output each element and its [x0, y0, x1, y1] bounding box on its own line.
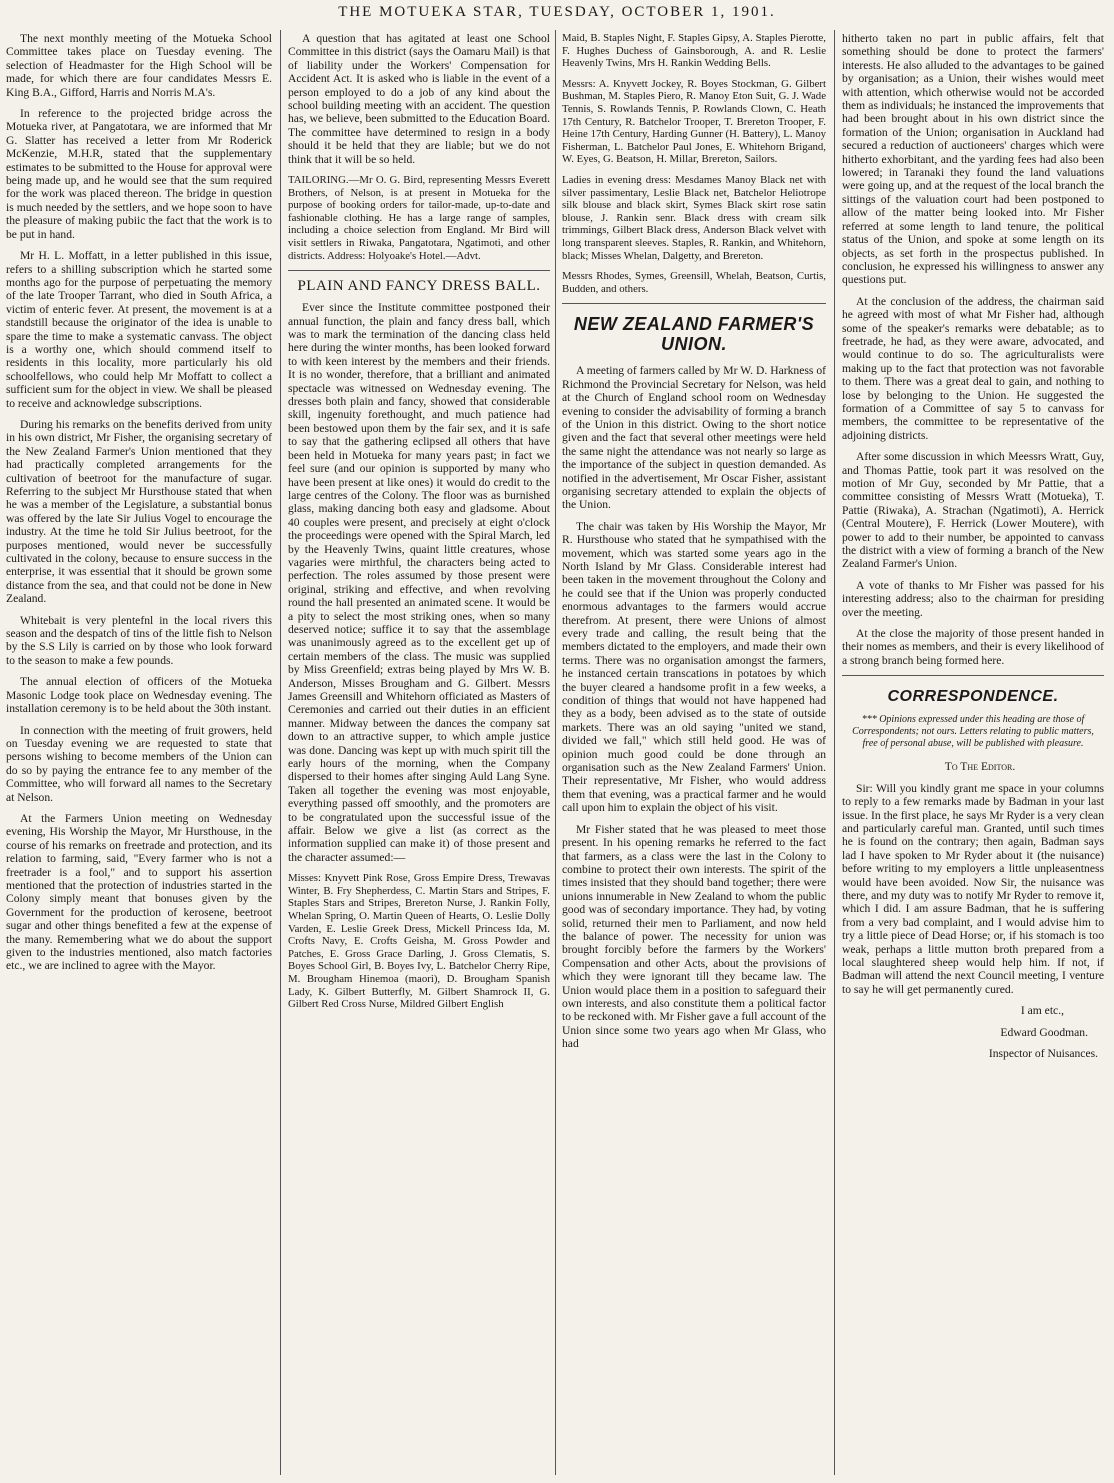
article-bridge: In reference to the projected bridge across the Motueka river, at Pangatotara, we are informed that Mr G. Slatter has received a letter from Mr Roderick McKenzie, M.H.R, stated that the supplementary estimates to be submitted to the House for approval were being made up, and he would see that the sum required for the work was placed thereon. The bridge in question is much needed by the settlers, and we hope soon to have the pleasure of making pubiic the fact that the work is to be put in hand. — [6, 107, 272, 241]
list-misses-costumes-cont: Maid, B. Staples Night, F. Staples Gipsy, A. Staples Pierotte, F. Hughes Duchess of Gainsborough, A. and R. Leslie Heavenly Twins, Mrs H. Rankin Wedding Bells. — [562, 32, 826, 70]
article-union-thanks: A vote of thanks to Mr Fisher was passed for his interesting address; also to the chairman for presiding over the meeting. — [842, 578, 1104, 619]
article-union-fisher: Mr Fisher stated that he was pleased to meet those present. In his opening remarks he referred to the fact that farmers, as a class were the last in the Colony to combine to protect their own interests. The spirit of the times insisted that they should band together; there were unions innumerable in New Zealand to whom the public good was of secondary importance. They had, by voting solid, returned their men to Parliament, and now held the balance of power. The necessity for union was brought forcibly before the farmers by the Workers' Compensation and other Acts, about the provisions of which they were ignorant till they became law. The Union would place them in a position to safeguard their own interests, and also constitute them a political factor to be reckoned with. Mr Fisher gave a full account of the Union since some two years ago when Mr Glass, who had — [562, 822, 826, 1051]
section-divider — [842, 675, 1104, 676]
column-rule — [555, 30, 556, 1475]
column-rule — [280, 30, 281, 1475]
article-dress-ball: Ever since the Institute committee postponed their annual function, the plain and fancy dress ball, which was to mark the termination of the dancing class held here during the winter months, has been looked forward to with keen interest by the members and their friends. It is no wonder, therefore, that a brilliant and animated spectacle was witnessed on Wednesday evening. The dresses both plain and fancy, showed that considerable skill, ingenuity forethought, and much patience had been bestowed upon them by the fair sex, and it is safe to say that the gathering eclipsed all others that have been held in Motueka for many years past; in fact we feel sure (and our opinion is supported by many who have been present at like ones) it would do credit to the large centres of the Colony. The floor was as burnished glass, making dancing both easy and gladsome. About 40 couples were present, and precisely at eight o'clock the proceedings were opened with the Spiral March, led by the Heavenly Twins, quaint little creatures, whose vagaries were mirthful, the characters being acted to perfection. The roles assumed by those present were original, striking and effective, and when revolving round the hall presented an animated scene. It would be a pity to select the most striking ones, when so many deserved notice; suffice it to say that the assemblage was unanimously agreed as to the excellent get up of certain members of the class. The music was supplied by Miss Greenfield; extras being played by Mrs W. B. Anderson, Misses Brougham and G. Gilbert. Messrs James Greensill and Whitehorn officiated as Masters of Ceremonies and carried out their duties in an efficient manner. Midway between the dances the company sat down to an attractive supper, to which ample justice was done. Dancing was kept up with much spirit till the early hours of the morning, when the Company dispersed to their homes after singing Auld Lang Syne. Taken all together the evening was most enjoyable, everything passed off smoothly, and the promoters are to be congratulated upon the successful issue of the affair. Below we give a list (as correct as the information supplied can make it) of those present and the character assumed:— — [288, 301, 550, 864]
masthead: THE MOTUEKA STAR, TUESDAY, OCTOBER 1, 1901. — [338, 4, 776, 20]
heading-dress-ball: PLAIN AND FANCY DRESS BALL. — [297, 278, 541, 295]
letter-signature-title: Inspector of Nuisances. — [988, 1047, 1098, 1060]
article-union-fisher-cont: hitherto taken no part in public affairs, felt that something should be done to protect the farmers' interests. He also alluded to the advantages to be gained by organisation; as a Union, their wishes would meet with attention, which otherwise would not be accorded them as individuals; he instanced the improvements that had been brought about in his own district since the formation of the Union; organisation in Auckland had secured a reduction of auctioneers' charges which were hitherto exhorbitant, and the yarding fees had also been lowered; in Taranaki they found the land valuations were going up, and at the request of the local branch the sittings of the valuation court had been postponed to allow of the matter being looked into. Mr Fisher referred at some length to land tenure, the political status of the Union, and spoke at some length on its objects, as set forth in the prospectus published. In conclusion, he expressed his willingness to answer any questions put. — [842, 32, 1104, 287]
article-union-meeting: A meeting of farmers called by Mr W. D. Harkness of Richmond the Provincial Secretary for Nelson, was held at the Church of England school room on Wednesday evening to consider the advisability of forming a branch of the Union in this district. Owing to the short notice given and the fact that several other meetings were held the same night the attendance was not nearly so large as the importance of the subject in question demanded. As notified in the advertisement, Mr Oscar Fisher, assistant organising secretary attended to explain the objects of the Union. — [562, 364, 826, 512]
section-divider — [288, 270, 550, 271]
section-divider — [562, 303, 826, 304]
column-4 — [842, 32, 1104, 1472]
list-messrs-costumes: Messrs: A. Knyvett Jockey, R. Boyes Stockman, G. Gilbert Bushman, M. Staples Piero, R. Manoy Eton Suit, G. J. Wade Tennis, S. Rowlands Tennis, P. Rowlands Clown, C. Heath 17th Century, R. Batchelor Trooper, T. Brereton Trooper, F. Heine 17th Century, Harding Gunner (H. Battery), L. Manoy Fisherman, L. Batchelor Paul Jones, E. Whitehorn Brigand, W. Eyes, G. Beatson, H. Millar, Brereton, Sailors. — [562, 77, 826, 166]
article-beetroot: During his remarks on the benefits derived from unity in his own district, Mr Fisher, the organising secretary of the New Zealand Farmer's Union mentioned that they had practically completed arrangements for the cultivation of beetroot for the manufacture of sugar. Referring to the subject Mr Hursthouse stated that when he was a member of the Legislature, a substantial bonus was offered by the late Sir Julius Vogel to encourage the industry. At the time he told Sir Julius beetroot, for the purposes mentioned, would never be successfully cultivated in the colony, because to ensure success in the enterprise, it was essential that it should be grown some distance from the sea, and that could not be done in New Zealand. — [6, 417, 272, 606]
article-union-close: At the close the majority of those present handed in their nomes as members, and their is every likelihood of a strong branch being formed here. — [842, 627, 1104, 667]
article-school-committee: The next monthly meeting of the Motueka School Committee takes place on Tuesday evening. The selection of Headmaster for the High School will be made, for which there are four candidates Messrs E. King B.A., Gifford, Harris and Norris M.A's. — [6, 32, 272, 99]
correspondence-note: *** Opinions expressed under this heading are those of Correspondents; not ours. Letters relating to public matters, free of personal abuse, will be published with pleasure. — [852, 714, 1094, 750]
to-the-editor: To The Editor. — [944, 760, 1016, 774]
advert-tailoring: TAILORING.—Mr O. G. Bird, representing Messrs Everett Brothers, of Nelson, is at present in Motueka for the purpose of booking orders for tailor-made, up-to-date and fashionable clothing. He has a large range of samples, including a choice selection from England. Mr Bird will visit settlers in Riwaka, Pangatotara, Ngatimoti, and other districts. Address: Holyoake's Hotel.—Advt. — [288, 174, 550, 262]
article-union-chairman: At the conclusion of the address, the chairman said he agreed with most of what Mr Fisher had, although some of the speaker's remarks were debatable; as to freetrade, he had, as they were aware, advocated, and would continue to do so. The agriculturalists were making up to the fact that protection was not favorable to them. There was a great deal to gain, and nothing to lose by belonging to the Union. He suggested the formation of a Committee of say 5 to canvass for members, the committee to be representative of the adjoining districts. — [842, 294, 1104, 442]
list-messrs-others: Messrs Rhodes, Symes, Greensill, Whelah, Beatson, Curtis, Budden, and others. — [562, 270, 826, 295]
article-freetrade: At the Farmers Union meeting on Wednesday evening, His Worship the Mayor, Mr Hursthouse, in the course of his remarks on freetrade and protection, and its relation to farming, said, "Every farmer who is not a freetrader is a fool," and to support his assertion mentioned that the protection of industries started in the Colony simply meant that bonuses given by the Government for the production of kerosene, beetroot sugar and other things benefited a few at the expense of the many. Remembering what we do about the support given to the industries mentioned, also match factories etc., we are inclined to agree with the Mayor. — [6, 811, 272, 973]
article-fruit-growers: In connection with the meeting of fruit growers, held on Tuesday evening we are requested to state that persons wishing to become members of the Union can do so by paying the entrance fee to any member of the Committee, who will forward all names to the Secretary at Nelson. — [6, 723, 272, 804]
column-1 — [6, 32, 272, 1472]
article-union-chair: The chair was taken by His Worship the Mayor, Mr R. Hursthouse who stated that he sympathised with the movement, which was started some years ago in the North Island by Mr Glass. Considerable interest had been taken in the movement throughout the Colony and he could see that if the Union was properly conducted enormous advantages to the farmers would accrue therefrom. At present, there were Unions of almost every trade and calling, the result being that the members dictated to the employers, and made their own terms. There was no organisation amongst the farmers, he instanced certain transcations in potatoes by which the buyer cleared a handsome profit in a few weeks, a condition of things that would not have happened had they as a body, been advised as to the state of outside markets. There was an old saying "united we stand, divided we fall," which still held good. He was of opinion much good could be done through an organisation such as the New Zealand Farmers' Union. Their representative, Mr Fisher, who would address them that evening, was a practical farmer and he would call upon him to explain the object of his visit. — [562, 519, 826, 815]
letter-signoff: I am etc., — [1020, 1004, 1064, 1018]
article-union-committee: After some discussion in which Meessrs Wratt, Guy, and Thomas Pattie, took part it was resolved on the motion of Mr Guy, seconded by Mr Pattie, that a committee consisting of Messrs Wratt (Motueka), T. Pattie (Riwaka), A. Strachan (Ngatimoti), A. Herrick (Central Moutere), F. Herrick (Lower Moutere), with power to add to their number, be appointed to canvass the district with a view of forming a branch of the New Zealand Farmer's Union. — [842, 450, 1104, 571]
column-2 — [288, 32, 550, 1472]
article-whitebait: Whitebait is very plentefnl in the local rivers this season and the despatch of tins of the little fish to Nelson by the S.S Lily is carried on by those who look forward to the season to make a few pounds. — [6, 613, 272, 667]
letter-body: Sir: Will you kindly grant me space in your columns to reply to a few remarks made by Badman in your last issue. In the first place, he says Mr Ryder is a very clean and particularly careful man. Granted, until such times he is found on the contrary; then again, Badman says lad I have spoken to Mr Ryder about it (the nuisance) before writing to my employers a little unpleasentness would have been avoided. Now Sir, the nuisance was there, and my duty was to notify Mr Ryder to remove it, which I did. I am assure Badman, that he is suffering from a very bad complaint, and I would advise him to try a little piece of Dead Horse; or, if his stomach is too weak, perhaps a little mutton broth prepared from a local slaughtered sheep would help him. If not, if Badman will attend the next Council meeting, I venture to say he will get permanently cured. — [842, 781, 1104, 996]
column-3 — [562, 32, 826, 1472]
letter-signature-name: Edward Goodman. — [1000, 1025, 1088, 1039]
column-rule — [834, 30, 835, 1475]
list-ladies-evening-dress: Ladies in evening dress: Mesdames Manoy Black net with silver passimentary, Leslie Black net, Batchelor Heliotrope silk blouse and black skirt, Symes Black skirt rose satin blouse, J. Rankin senr. Black dress with cream silk trimmings, Gilbert Black dress, Anderson Black velvet with long transparent sleeves. Staples, R. Rankin, and Whitehorn, black; Misses Whelan, Dalgetty, and Brereton. — [562, 173, 826, 262]
heading-farmers-union: NEW ZEALAND FARMER'S UNION. — [573, 314, 815, 355]
list-misses-costumes: Misses: Knyvett Pink Rose, Gross Empire Dress, Trewavas Winter, B. Fry Shepherdess, C. Martin Stars and Stripes, F. Staples Stars and Stripes, Brereton Nurse, J. Rankin Folly, Whelan Spring, O. Martin Queen of Hearts, O. Leslie Dolly Varden, E. Leslie Greek Dress, Mickell Princess Ida, M. Crofts Navy, E. Crofts Geisha, M. Gross Powder and Patches, E. Gross Grace Darling, J. Gross Clematis, S. Boyes School Girl, B. Boyes Ivy, L. Batchelor Cherry Ripe, M. Brougham Hinemoa (maori), D. Brougham Spanish Lady, K. Gilbert Butterfly, M. Gilbert Shamrock II, G. Gilbert Red Cross Nurse, Mildred Gilbert English — [288, 872, 550, 1011]
article-workers-compensation: A question that has agitated at least one School Committee in this district (says the Oamaru Mail) is that of liability under the Workers' Compensation for Accident Act. It is asked who is liable in the event of a person employed to do a job of any kind about the school building meeting with an accident. The question has, we believe, been submitted to the Education Board. The committee have determined to resign in a body should it be held that they are liable; but we do not think that it will be so held. — [288, 32, 550, 166]
heading-correspondence: CORRESPONDENCE. — [887, 688, 1059, 706]
article-moffatt-subscription: Mr H. L. Moffatt, in a letter published in this issue, refers to a shilling subscription which he started some months ago for the purpose of perpetuating the memory of the late Trooper Tarrant, who died in South Africa, a victim of enteric fever. At present, the movement is at a standstill because the originator of the idea is unable to spare the time to make a systematic canvass. The object is a worthy one, which should commend itself to residents in this locality, more particularly his old schoolfellows, who could help Mr Moffatt to collect a sufficient sum for the object in view. We shall be pleased to receive and acknowledge subscriptions. — [6, 249, 272, 410]
article-masonic-lodge: The annual election of officers of the Motueka Masonic Lodge took place on Wednesday evening. The installation ceremony is to be held about the 30th instant. — [6, 675, 272, 716]
